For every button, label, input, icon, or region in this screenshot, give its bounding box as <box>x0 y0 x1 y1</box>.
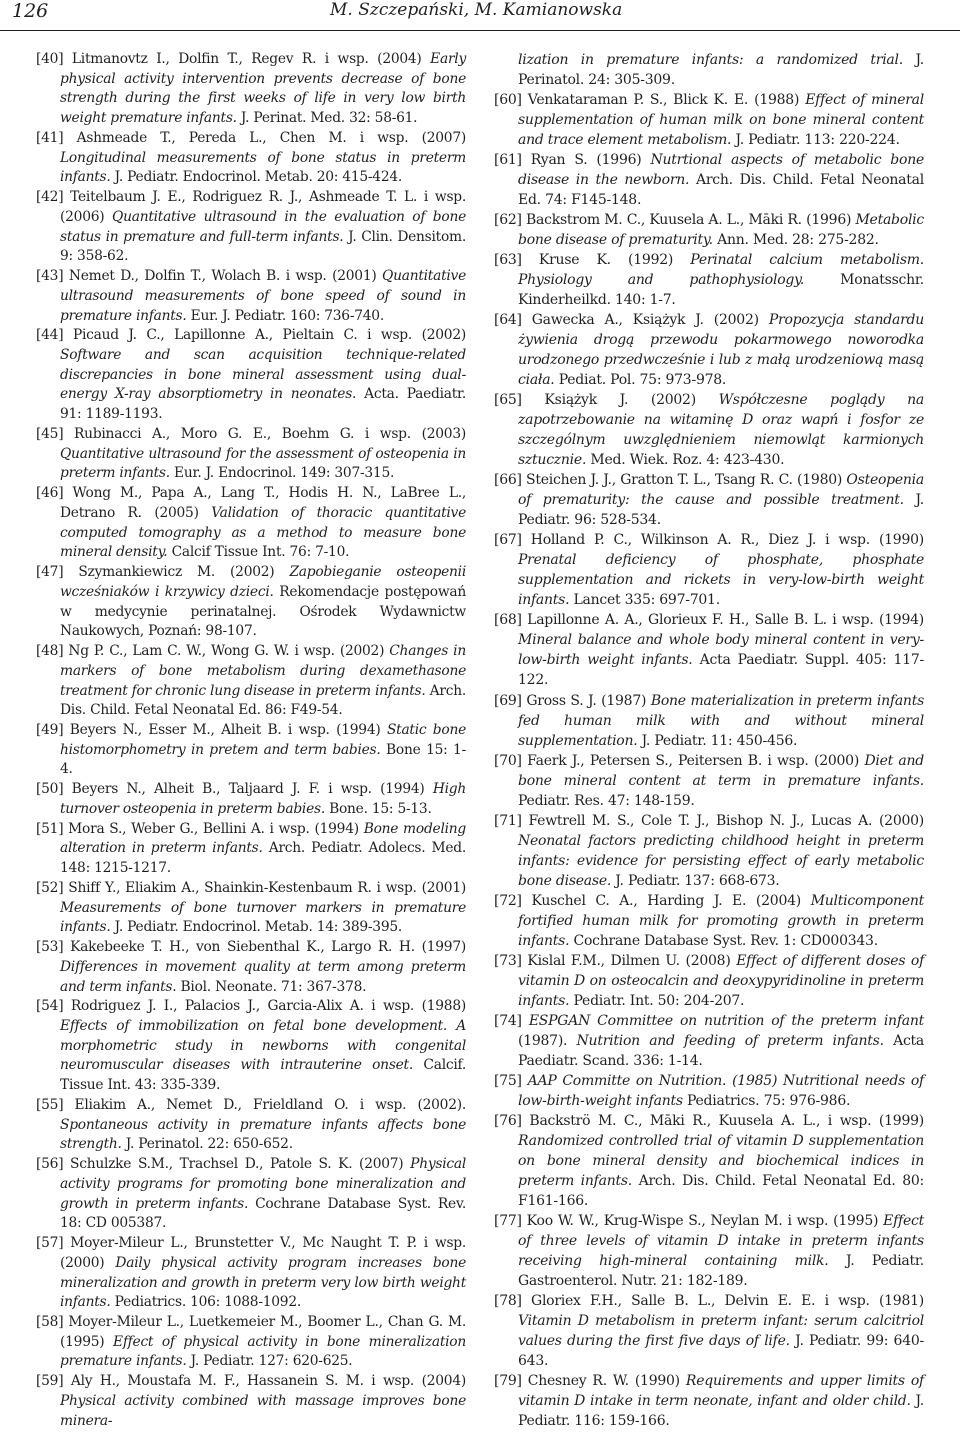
reference-title: Static bone histomorphometry in pretem and term babies. <box>60 721 467 758</box>
reference-text: [57] Moyer-Mileur L., Brunstetter V., Mc Naught T. P. i wsp. (2000) <box>36 1235 466 1271</box>
reference-item <box>36 879 466 938</box>
reference-title: Spontaneous activity in premature infants affects bone strength. <box>60 1116 466 1153</box>
reference-item <box>494 390 924 470</box>
reference-title: Nutrition and feeding of preterm infants. <box>576 1032 884 1049</box>
reference-title: Bone materialization in preterm infants fed human milk with and without mineral supplementation. <box>518 692 925 749</box>
reference-text: J. Perinat. Med. 32: 58-61. <box>236 110 418 127</box>
reference-text: J. Pediatr. 99: 640-643. <box>518 1333 924 1370</box>
reference-text: [72] Kuschel C. A., Harding J. E. (2004) <box>494 892 811 909</box>
page-number: 126 <box>12 0 49 22</box>
reference-text: Calcif Tissue Int. 76: 7-10. <box>167 544 350 561</box>
reference-title: ESPGAN Committee on nutrition of the preterm infant <box>528 1012 924 1029</box>
reference-text: [44] Picaud J. C., Lapillonne A., Pieltain C. i wsp. (2002) <box>36 327 466 344</box>
reference-item <box>494 470 924 530</box>
reference-item <box>36 484 466 563</box>
reference-text: [58] Moyer-Mileur L., Luetkemeier M., Boomer L., Chan G. M. (1995) <box>36 1314 466 1350</box>
reference-text: Rekomendacje postępowań w medycynie perinatalnej. Ośrodek Wydawnictw Naukowych, Poznań: 98-107. <box>60 583 466 640</box>
reference-text: [49] Beyers N., Esser M., Alheit B. i wsp. (1994) <box>36 721 387 738</box>
reference-text: J. Pediatr. 127: 620-625. <box>186 1353 353 1370</box>
reference-title: Mineral balance and whole body mineral content in very-low-birth weight infants. <box>518 632 924 669</box>
reference-title: Effect of three levels of vitamin D intake in preterm infants receiving high-mineral containing milk. <box>518 1212 924 1269</box>
reference-title: lization in premature infants: a randomized trial. <box>518 52 903 68</box>
reference-text: Bone. 15: 5-13. <box>324 800 432 817</box>
reference-text: Pediat. Pol. 75: 973-978. <box>554 372 727 389</box>
reference-text: Med. Wiek. Roz. 4: 423-430. <box>586 452 785 469</box>
reference-text: [67] Holland P. C., Wilkinson A. R., Diez J. i wsp. (1990) <box>494 532 924 549</box>
reference-text: Eur. J. Pediatr. 160: 736-740. <box>186 307 384 324</box>
running-title: M. Szczepański, M. Kamianowska <box>330 0 623 20</box>
reference-text: J. Pediatr. 113: 220-224. <box>731 132 900 149</box>
reference-text: J. Pediatr. Endocrinol. Metab. 14: 389-395. <box>110 919 403 936</box>
reference-item <box>494 1371 924 1431</box>
reference-text: Biol. Neonate. 71: 367-378. <box>176 978 367 995</box>
reference-title: Neonatal factors predicting childhood height in preterm infants: evidence for persisting effect of early metabolic bone disease. <box>518 832 924 889</box>
reference-title: Measurements of bone turnover markers in premature infants. <box>60 899 466 936</box>
reference-text: [79] Chesney R. W. (1990) <box>494 1373 686 1390</box>
reference-text: [41] Ashmeade T., Pereda L., Chen M. i wsp. (2007) <box>36 129 466 146</box>
reference-title: Effect of physical activity in bone mineralization premature infants. <box>60 1333 466 1370</box>
reference-text: [48] Ng P. C., Lam C. W., Wong G. W. i wsp. (2002) <box>36 643 390 660</box>
reference-text: Pediatr. Int. 50: 204-207. <box>569 992 745 1009</box>
reference-text: Ann. Med. 28: 275-282. <box>712 232 879 249</box>
reference-text: [50] Beyers N., Alheit B., Taljaard J. F. i wsp. (1994) <box>36 781 433 798</box>
reference-text: J. Pediatr. 137: 668-673. <box>611 872 780 889</box>
reference-text: [75] <box>494 1072 528 1089</box>
reference-text: [47] Szymankiewicz M. (2002) <box>36 564 290 581</box>
reference-item <box>36 780 466 819</box>
reference-text: [52] Shiff Y., Eliakim A., Shainkin-Kestenbaum R. i wsp. (2001) <box>36 879 466 896</box>
reference-text: [53] Kakebeeke T. H., von Siebenthal K., Largo R. H. (1997) <box>36 939 466 956</box>
reference-item <box>36 1155 466 1234</box>
reference-text: [64] Gawecka A., Książyk J. (2002) <box>494 312 769 329</box>
reference-title: AAP Committe on Nutrition. (1985) Nutritional needs of low-birth-weight infants <box>518 1072 924 1109</box>
reference-title: Osteopenia of prematurity: the cause and possible treatment. <box>518 472 924 509</box>
reference-text: [55] Eliakim A., Nemet D., Frieldland O. i wsp. (2002). <box>36 1096 466 1113</box>
reference-text: [46] Wong M., Papa A., Lang T., Hodis H. N., LaBree L., Detrano R. (2005) <box>36 485 466 521</box>
reference-title: Vitamin D metabolism in preterm infant: serum calcitriol values during the first five days of life. <box>518 1312 924 1349</box>
reference-item <box>494 1211 924 1291</box>
reference-text: [43] Nemet D., Dolfin T., Wolach B. i wsp. (2001) <box>36 268 383 285</box>
reference-title: Effect of different doses of vitamin D on osteocalcin and deoxypyridinoline in preterm infants. <box>518 952 925 1009</box>
reference-continuation <box>494 50 924 90</box>
reference-text: J. Pediatr. 96: 528-534. <box>518 492 924 529</box>
reference-item <box>494 1291 924 1371</box>
references-left-column <box>36 50 466 1431</box>
reference-item <box>36 188 466 267</box>
reference-title: Nutrtional aspects of metabolic bone disease in the newborn. <box>518 152 924 189</box>
reference-item <box>36 563 466 642</box>
references-right-column <box>494 50 924 1431</box>
reference-text: [63] Kruse K. (1992) <box>494 252 691 269</box>
reference-text: [54] Rodriguez J. I., Palacios J., Garcia-Alix A. i wsp. (1988) <box>36 998 466 1015</box>
reference-text: [71] Fewtrell M. S., Cole T. J., Bishop N. J., Lucas A. (2000) <box>494 812 924 829</box>
reference-item <box>36 820 466 879</box>
reference-title: Diet and bone mineral content at term in premature infants. <box>518 752 925 789</box>
reference-item <box>36 1234 466 1313</box>
reference-title: Physical activity programs for promoting bone mineralization and growth in preterm infants. <box>60 1156 466 1212</box>
reference-item <box>494 1111 924 1211</box>
reference-text: Bone 15: 1-4. <box>60 741 466 778</box>
reference-title: Randomized controlled trial of vitamin D supplementation on bone mineral density and biochemical indices in preterm infants. <box>518 1132 924 1189</box>
reference-text: [66] Steichen J. J., Gratton T. L., Tsang R. C. (1980) <box>494 472 847 489</box>
reference-text: [65] Książyk J. (2002) <box>494 392 719 409</box>
reference-text: J. Clin. Densitom. 9: 358-62. <box>60 228 466 265</box>
reference-item <box>36 1372 466 1431</box>
reference-item <box>494 150 924 210</box>
reference-item <box>36 129 466 188</box>
reference-title: Software and scan acquisition technique-related discrepancies in bone mineral assessment using dual-energy X-ray absorptiometry in neonates. <box>60 347 466 403</box>
reference-item <box>36 267 466 326</box>
reference-item <box>494 691 924 751</box>
reference-text: [40] Litmanovtz I., Dolfin T., Regev R. i wsp. (2004) <box>36 51 431 67</box>
reference-text: [73] Kislal F.M., Dilmen U. (2008) <box>494 952 737 969</box>
reference-text: Eur. J. Endocrinol. 149: 307-315. <box>169 465 395 482</box>
reference-title: Changes in markers of bone metabolism during dexamethasone treatment for chronic lung disease in preterm infants. <box>60 643 466 699</box>
reference-text: Arch. Dis. Child. Fetal Neonatal Ed. 74: F145-148. <box>518 172 924 209</box>
reference-text: Lancet 335: 697-701. <box>569 592 720 609</box>
reference-title: Metabolic bone disease of prematurity. <box>518 212 924 249</box>
reference-text: Pediatr. Res. 47: 148-159. <box>518 792 695 809</box>
reference-text: [77] Koo W. W., Krug-Wispe S., Neylan M. i wsp. (1995) <box>494 1212 884 1229</box>
reference-item <box>494 1071 924 1111</box>
reference-title: Propozycja standardu żywienia drogą przewodu pokarmowego noworodka urodzonego przedwcześnie i lub z małą urodzeniową masą ciała. <box>518 312 924 389</box>
reference-text: Monatsschr. Kinderheilkd. 140: 1-7. <box>518 272 924 309</box>
reference-item <box>36 642 466 721</box>
reference-text: J. Pediatr. Endocrinol. Metab. 20: 415-424. <box>110 169 403 186</box>
reference-text: Acta Paediatr. Scand. 336: 1-14. <box>518 1032 925 1069</box>
reference-title: Quantitative ultrasound for the assessment of osteopenia in preterm infants. <box>60 445 466 482</box>
reference-text: [68] Lapillonne A. A., Glorieux F. H., Salle B. L. i wsp. (1994) <box>494 612 924 629</box>
reference-item <box>36 1096 466 1155</box>
reference-text: [60] Venkataraman P. S., Blick K. E. (1988) <box>494 92 806 109</box>
reference-title: Early physical activity intervention prevents decrease of bone strength during the first weeks of life in very low birth weight premature infants. <box>60 51 466 127</box>
reference-text: Acta. Paediatr. 91: 1189-1193. <box>60 386 466 423</box>
reference-item <box>494 951 924 1011</box>
reference-text: [78] Gloriex F.H., Salle B. L., Delvin E. E. i wsp. (1981) <box>494 1292 924 1309</box>
reference-item <box>494 751 924 811</box>
reference-text: [70] Faerk J., Petersen S., Peitersen B. i wsp. (2000) <box>494 752 865 769</box>
reference-text: [61] Ryan S. (1996) <box>494 152 651 169</box>
reference-text: Cochrane Database Syst. Rev. 18: CD 005387. <box>60 1195 466 1232</box>
reference-text: J. Pediatr. Gastroenterol. Nutr. 21: 182-189. <box>518 1252 924 1289</box>
reference-text: [62] Backstrom M. C., Kuusela A. L., Māki R. (1996) <box>494 212 856 229</box>
reference-title: Quantitative ultrasound measurements of bone speed of sound in premature infants. <box>60 268 466 324</box>
reference-source: J. Perinatol. 24: 305-309. <box>518 52 924 89</box>
reference-title: Effect of mineral supplementation of human milk on bone mineral content and trace element metabolism. <box>518 92 925 149</box>
page-header <box>0 0 960 34</box>
reference-text: [56] Schulzke S.M., Trachsel D., Patole S. K. (2007) <box>36 1156 411 1173</box>
reference-text: J. Pediatr. 11: 450-456. <box>637 732 798 749</box>
reference-title: Effects of immobilization on fetal bone development. A morphometric study in newborns with congenital neuromuscular diseases with intrauterine onset. <box>60 1017 466 1074</box>
reference-title: Daily physical activity program increases bone mineralization and growth in preterm very low birth weight infants. <box>60 1254 467 1311</box>
reference-text: Arch. Pediatr. Adolecs. Med. 148: 1215-1217. <box>60 840 466 877</box>
reference-item <box>494 1011 924 1071</box>
reference-text: [69] Gross S. J. (1987) <box>494 692 651 709</box>
reference-text: Pediatrics. 106: 1088-1092. <box>110 1294 301 1311</box>
reference-title: Perinatal calcium metabolism. Physiology and pathophysiology. <box>518 252 924 289</box>
reference-text: Cochrane Database Syst. Rev. 1: CD000343. <box>569 932 878 949</box>
reference-item <box>494 891 924 951</box>
reference-item <box>494 811 924 891</box>
reference-text: [76] Backströ M. C., Māki R., Kuusela A. L., i wsp. (1999) <box>494 1112 924 1129</box>
reference-item <box>36 997 466 1096</box>
reference-item <box>36 721 466 780</box>
reference-item <box>494 250 924 310</box>
reference-item <box>36 425 466 484</box>
reference-item <box>36 326 466 425</box>
reference-title: Longitudinal measurements of bone status in preterm infants. <box>60 149 466 186</box>
reference-title: Multicomponent fortified human milk for promoting growth in preterm infants. <box>518 892 924 949</box>
reference-title: Differences in movement quality at term among preterm and term infants. <box>60 958 466 995</box>
header-rule <box>0 30 960 31</box>
reference-text: J. Pediatr. 116: 159-166. <box>518 1393 924 1430</box>
reference-item <box>36 50 466 129</box>
reference-title: Prenatal deficiency of phosphate, phosphate supplementation and rickets in very-low-birth weight infants. <box>518 552 924 609</box>
reference-text: Arch. Dis. Child. Fetal Neonatal Ed. 80: F161-166. <box>518 1172 924 1209</box>
reference-item <box>36 938 466 997</box>
reference-title: Bone modeling alteration in preterm infants. <box>60 820 466 857</box>
reference-title: Quantitative ultrasound in the evaluation of bone status in premature and full-term infants. <box>60 208 466 245</box>
reference-text: Pediatrics. 75: 976-986. <box>682 1092 851 1109</box>
reference-item <box>494 90 924 150</box>
reference-title: High turnover osteopenia in preterm babies. <box>60 781 466 817</box>
reference-item <box>494 310 924 390</box>
reference-item <box>494 530 924 610</box>
reference-text: J. Perinatol. 22: 650-652. <box>121 1136 293 1153</box>
reference-item <box>494 610 924 690</box>
reference-text: (1987). <box>518 1032 577 1049</box>
reference-title: Współczesne poglądy na zapotrzebowanie na witaminę D oraz wapń i fosfor ze szczególnym uwzględnieniem niemowląt karmionych sztucznie. <box>518 392 924 469</box>
reference-text: [42] Teitelbaum J. E., Rodriguez R. J., Ashmeade T. L. i wsp. (2006) <box>36 189 466 225</box>
reference-text: Arch. Dis. Child. Fetal Neonatal Ed. 86: F49-54. <box>60 682 466 719</box>
reference-text: Acta Paediatr. Suppl. 405: 117-122. <box>518 652 924 689</box>
reference-title: Requirements and upper limits of vitamin D intake in term neonate, infant and older child. <box>518 1373 924 1410</box>
reference-item <box>494 210 924 250</box>
reference-text: [51] Mora S., Weber G., Bellini A. i wsp. (1994) <box>36 820 364 837</box>
reference-text: [74] <box>494 1012 529 1029</box>
reference-title: Physical activity combined with massage improves bone minera- <box>60 1392 466 1429</box>
reference-text: [45] Rubinacci A., Moro G. E., Boehm G. i wsp. (2003) <box>36 425 466 442</box>
reference-text: [59] Aly H., Moustafa M. F., Hassanein S. M. i wsp. (2004) <box>36 1373 466 1390</box>
reference-title: Zapobieganie osteopenii wcześniaków i krzywicy dzieci. <box>60 564 466 600</box>
reference-item <box>36 1313 466 1372</box>
reference-title: Validation of thoracic quantitative computed tomography as a method to measure bone mineral density. <box>60 504 467 561</box>
reference-text: Calcif. Tissue Int. 43: 335-339. <box>60 1057 466 1094</box>
